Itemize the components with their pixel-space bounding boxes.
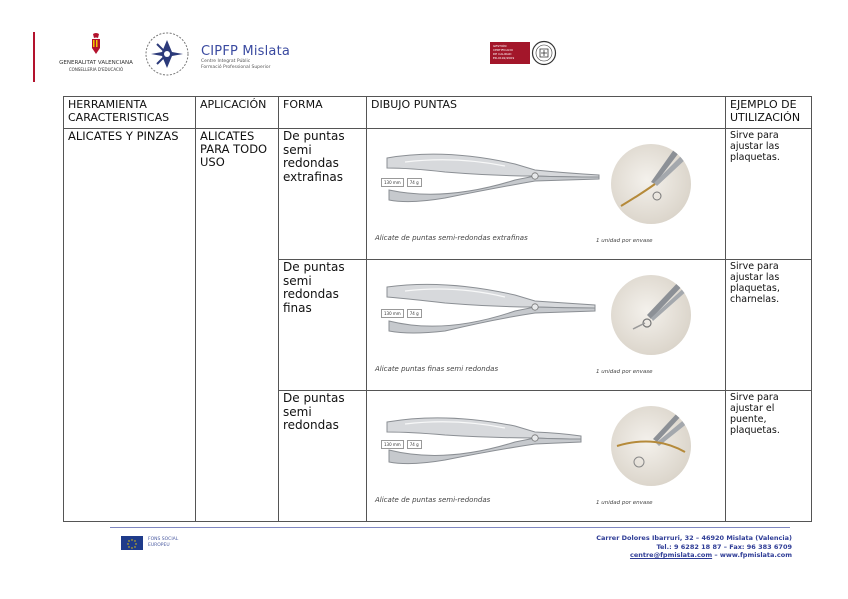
drawing-cell	[367, 260, 726, 391]
drawing-cell	[367, 129, 726, 260]
drawing-caption: Alicate de puntas semi-redondas extrafinas	[375, 234, 528, 242]
length-badge: 130 mm	[381, 309, 404, 318]
use-cell: Sirve para ajustar las plaquetas, charnelas.	[726, 260, 812, 391]
pliers-drawing	[371, 130, 714, 258]
drawing-caption: Alicate puntas finas semi redondas	[375, 365, 499, 373]
unit-note: 1 unidad por envase	[596, 500, 653, 506]
weight-badge: 74 g	[407, 440, 422, 449]
cipfp-text	[201, 44, 290, 71]
application-cell: ALICATES PARA TODO USO	[196, 129, 279, 522]
header-herramienta: HERRAMIENTA CARACTERISTICAS	[64, 97, 196, 129]
eu-label: FONS SOCIAL EUROPEU	[148, 537, 179, 548]
header-ejemplo: EJEMPLO DE UTILIZACIÓN	[726, 97, 812, 129]
usage-closeup	[611, 144, 691, 224]
email-link[interactable]: centre@fpmislata.com	[629, 551, 713, 559]
pliers-closeup-icon	[611, 406, 691, 486]
phone-line: Tel.: 9 6282 18 87 – Fax: 96 383 6709	[656, 542, 792, 551]
certification-seal	[531, 40, 557, 70]
web-line	[596, 551, 792, 560]
cipfp-subtitle-1: Centre Integrat Públic	[201, 59, 251, 64]
web-link[interactable]: – www.fpmislata.com	[712, 551, 792, 559]
footer-divider	[110, 527, 790, 528]
pliers-semiround-icon	[385, 408, 605, 468]
tools-table	[63, 96, 812, 522]
gv-accent-bar	[33, 32, 35, 82]
pliers-extrafine-icon	[385, 146, 605, 206]
weight-badge: 74 g	[407, 309, 422, 318]
unit-note: 1 unidad por envase	[596, 238, 653, 244]
conselleria-name: CONSELLERIA D'EDUCACIÓ	[68, 67, 124, 72]
generalitat-logo	[56, 32, 136, 72]
cipfp-emblem-icon	[143, 30, 191, 78]
category-cell: ALICATES Y PINZAS	[64, 129, 196, 522]
address-line: Carrer Dolores Ibarruri, 32 – 46920 Mislata (Valencia)	[596, 534, 792, 542]
usage-closeup	[611, 275, 691, 355]
cipfp-title: CIPFP Mislata	[201, 44, 291, 59]
cipfp-emblem	[143, 30, 191, 82]
certification-seal-icon	[531, 40, 557, 66]
weight-badge: 74 g	[407, 178, 422, 187]
usage-closeup	[611, 406, 691, 486]
drawing-caption: Alicate de puntas semi-redondas	[375, 496, 491, 504]
spec-badges	[381, 178, 422, 187]
generalitat-name: GENERALITAT VALENCIANA	[59, 60, 133, 66]
pliers-drawing	[371, 392, 714, 520]
header-dibujo: DIBUJO PUNTAS	[367, 97, 726, 129]
forma-cell: De puntas semi redondas	[279, 391, 367, 522]
forma-cell: De puntas semi redondas finas	[279, 260, 367, 391]
header-aplicacion: APLICACIÓN	[196, 97, 279, 129]
use-cell: Sirve para ajustar el puente, plaquetas.	[726, 391, 812, 522]
certificate-label: GESTIÓN CERTIFICADO DE CALIDAD ER-0192/2009	[490, 42, 530, 64]
pliers-drawing	[371, 261, 714, 389]
generalitat-crest-icon	[86, 32, 106, 56]
pliers-closeup-icon	[611, 144, 691, 224]
page-header	[0, 0, 848, 92]
drawing-cell	[367, 391, 726, 522]
eu-flag-icon	[121, 536, 143, 550]
header-forma: FORMA	[279, 97, 367, 129]
length-badge: 130 mm	[381, 178, 404, 187]
contact-info	[596, 534, 792, 560]
pliers-closeup-icon	[611, 275, 691, 355]
table-header-row	[64, 97, 812, 129]
unit-note: 1 unidad por envase	[596, 369, 653, 375]
forma-cell: De puntas semi redondas extrafinas	[279, 129, 367, 260]
cipfp-subtitle-2: Formació Professional Superior	[201, 65, 271, 70]
use-cell: Sirve para ajustar las plaquetas.	[726, 129, 812, 260]
table-row	[64, 129, 812, 260]
spec-badges	[381, 309, 422, 318]
length-badge: 130 mm	[381, 440, 404, 449]
spec-badges	[381, 440, 422, 449]
pliers-fine-icon	[385, 277, 605, 337]
